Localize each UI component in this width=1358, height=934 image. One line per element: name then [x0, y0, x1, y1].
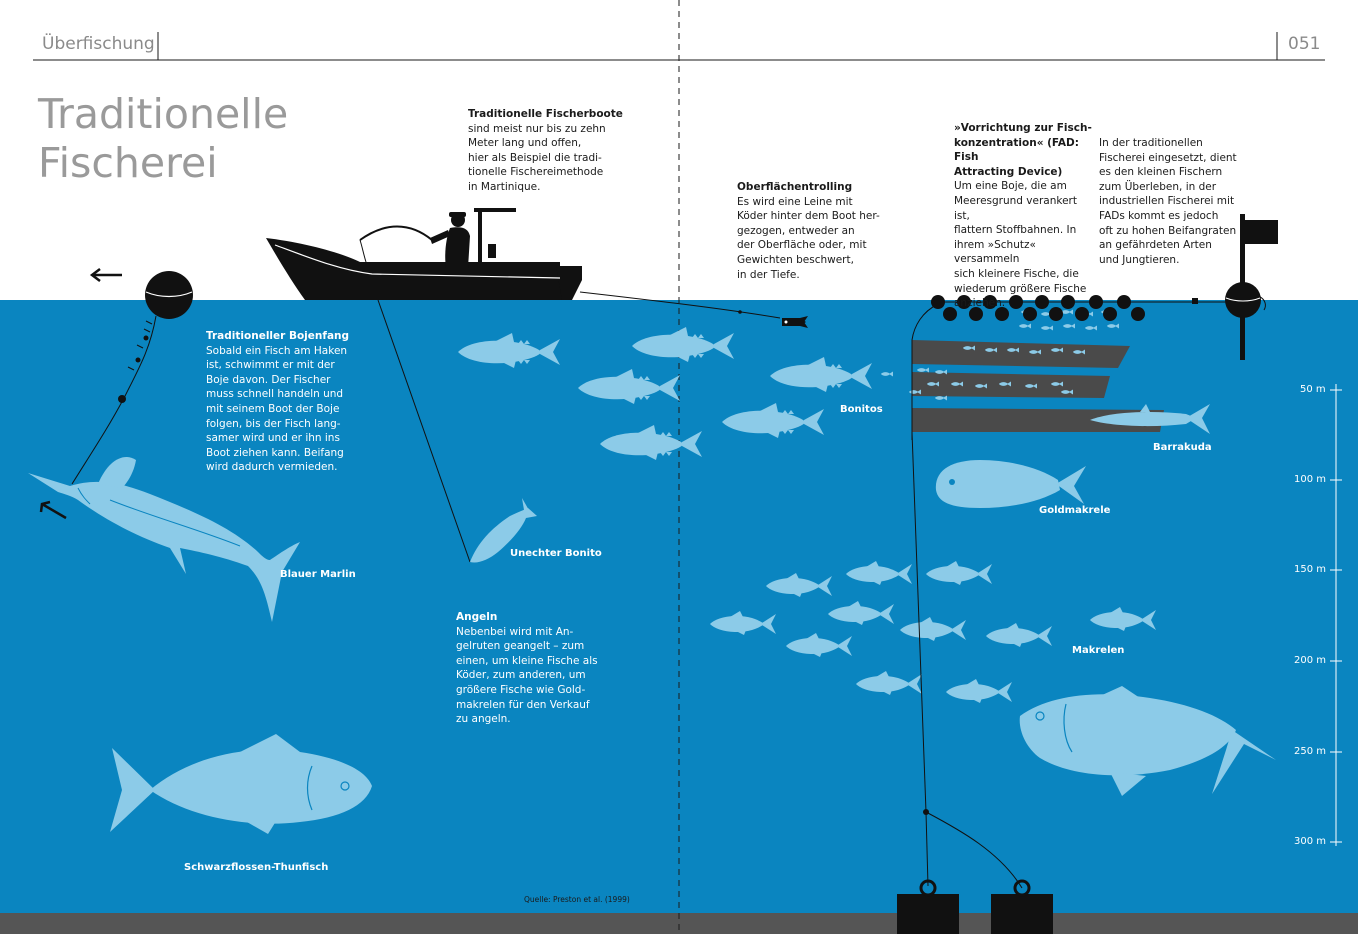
fad-line: Meeresgrund verankert ist,: [954, 194, 1077, 222]
angling-line: gelruten geangelt – zum: [456, 640, 585, 653]
buoy-icon: [145, 271, 193, 319]
page-title-line1: Traditionelle: [38, 90, 289, 138]
trolling-line: Gewichten beschwert,: [737, 253, 854, 266]
trolling-line: Köder hinter dem Boot her-: [737, 210, 880, 223]
fad-line: ihrem »Schutz« versammeln: [954, 238, 1036, 266]
fad-line: Um eine Boje, die am: [954, 180, 1067, 193]
buoy-fishing-line: Sobald ein Fisch am Haken: [206, 344, 348, 357]
trolling-line: gezogen, entweder an: [737, 224, 855, 237]
source-note: Quelle: Preston et al. (1999): [524, 895, 630, 904]
angling-line: Nebenbei wird mit An-: [456, 625, 574, 638]
fad-title-line: konzentration« (FAD: Fish: [954, 136, 1079, 164]
label-dolphinfish: Goldmakrele: [1039, 505, 1111, 516]
depth-label: 50 m: [1300, 384, 1326, 395]
buoy-fishing-line: ist, schwimmt er mit der: [206, 359, 335, 372]
trolling-title: Oberflächentrolling: [737, 181, 853, 193]
depth-label: 100 m: [1294, 474, 1327, 485]
boats-line: hier als Beispiel die tradi-: [468, 151, 602, 164]
boats-line: sind meist nur bis zu zehn: [468, 122, 606, 135]
label-barracuda: Barrakuda: [1153, 442, 1212, 453]
fad-use-line: Fischerei eingesetzt, dient: [1099, 151, 1237, 164]
boats-line: in Martinique.: [468, 180, 541, 193]
buoy-fishing-line: Boje davon. Der Fischer: [206, 373, 331, 386]
fad-line: wiederum größere Fische: [954, 282, 1087, 295]
fad-line: sich kleinere Fische, die: [954, 267, 1079, 280]
arrow-left-icon: [92, 269, 122, 281]
fad-use-line: und Jungtieren.: [1099, 253, 1180, 266]
fad-line: anziehen.: [954, 297, 1006, 310]
fad-line: flattern Stoffbahnen. In: [954, 224, 1077, 237]
fad-use-line: industriellen Fischerei mit: [1099, 195, 1235, 208]
page-title: [38, 90, 288, 188]
depth-label: 150 m: [1294, 564, 1327, 575]
angling-line: Köder, zum anderen, um: [456, 669, 586, 682]
buoy-fishing-line: samer wird und er ihn ins: [206, 432, 340, 445]
buoy-fishing-line: muss schnell handeln und: [206, 388, 344, 401]
buoy-fishing-title: Traditioneller Bojenfang: [206, 330, 350, 342]
depth-label: 300 m: [1294, 836, 1327, 847]
fad-title-line: »Vorrichtung zur Fisch-: [954, 122, 1092, 134]
boats-text: [468, 107, 658, 195]
page-title-line2: Fischerei: [38, 139, 218, 187]
label-mackerels: Makrelen: [1072, 645, 1125, 656]
buoy-fishing-text: [206, 329, 376, 475]
fad-use-line: zum Überleben, in der: [1099, 180, 1217, 193]
buoy-fishing-line: folgen, bis der Fisch lang-: [206, 417, 341, 430]
angling-line: zu angeln.: [456, 713, 511, 726]
fad-use-line: In der traditionellen: [1099, 137, 1203, 149]
fad-title-line: Attracting Device): [954, 165, 1063, 178]
depth-label: 200 m: [1294, 655, 1327, 666]
label-bluefin-tuna: Schwarzflossen-Thunfisch: [184, 862, 329, 873]
angling-line: makrelen für den Verkauf: [456, 698, 590, 711]
section-title: Überfischung: [42, 34, 155, 54]
fad-text: [954, 121, 1094, 311]
fisherman-icon: [430, 212, 470, 268]
angling-text: [456, 610, 626, 727]
fad-use-line: es den kleinen Fischern: [1099, 166, 1223, 179]
buoy-fishing-line: wird dadurch vermieden.: [206, 461, 338, 474]
fad-buoy-icon: [1225, 282, 1261, 318]
boats-line: Meter lang und offen,: [468, 137, 582, 150]
label-false-bonito: Unechter Bonito: [510, 548, 602, 559]
trolling-line: in der Tiefe.: [737, 268, 800, 281]
depth-label: 250 m: [1294, 746, 1327, 757]
label-blue-marlin: Blauer Marlin: [280, 569, 356, 580]
trolling-text: [737, 180, 917, 282]
boats-title: Traditionelle Fischerboote: [468, 108, 623, 120]
angling-title: Angeln: [456, 611, 498, 623]
page-number: 051: [1288, 34, 1321, 54]
angling-line: einen, um kleine Fische als: [456, 654, 598, 667]
fad-use-line: an gefährdeten Arten: [1099, 239, 1212, 252]
fad-use-line: oft zu hohen Beifangraten: [1099, 224, 1237, 237]
label-bonitos: Bonitos: [840, 404, 883, 415]
fad-use-text: [1099, 136, 1239, 267]
angling-line: größere Fische wie Gold-: [456, 683, 586, 696]
boat-icon: [266, 208, 582, 300]
boats-line: tionelle Fischereimethode: [468, 166, 604, 179]
buoy-fishing-line: Boot ziehen kann. Beifang: [206, 446, 344, 459]
trolling-line: der Oberfläche oder, mit: [737, 239, 867, 252]
fad-use-line: FADs kommt es jedoch: [1099, 209, 1219, 222]
buoy-fishing-line: mit seinem Boot der Boje: [206, 402, 340, 415]
trolling-line: Es wird eine Leine mit: [737, 195, 853, 208]
